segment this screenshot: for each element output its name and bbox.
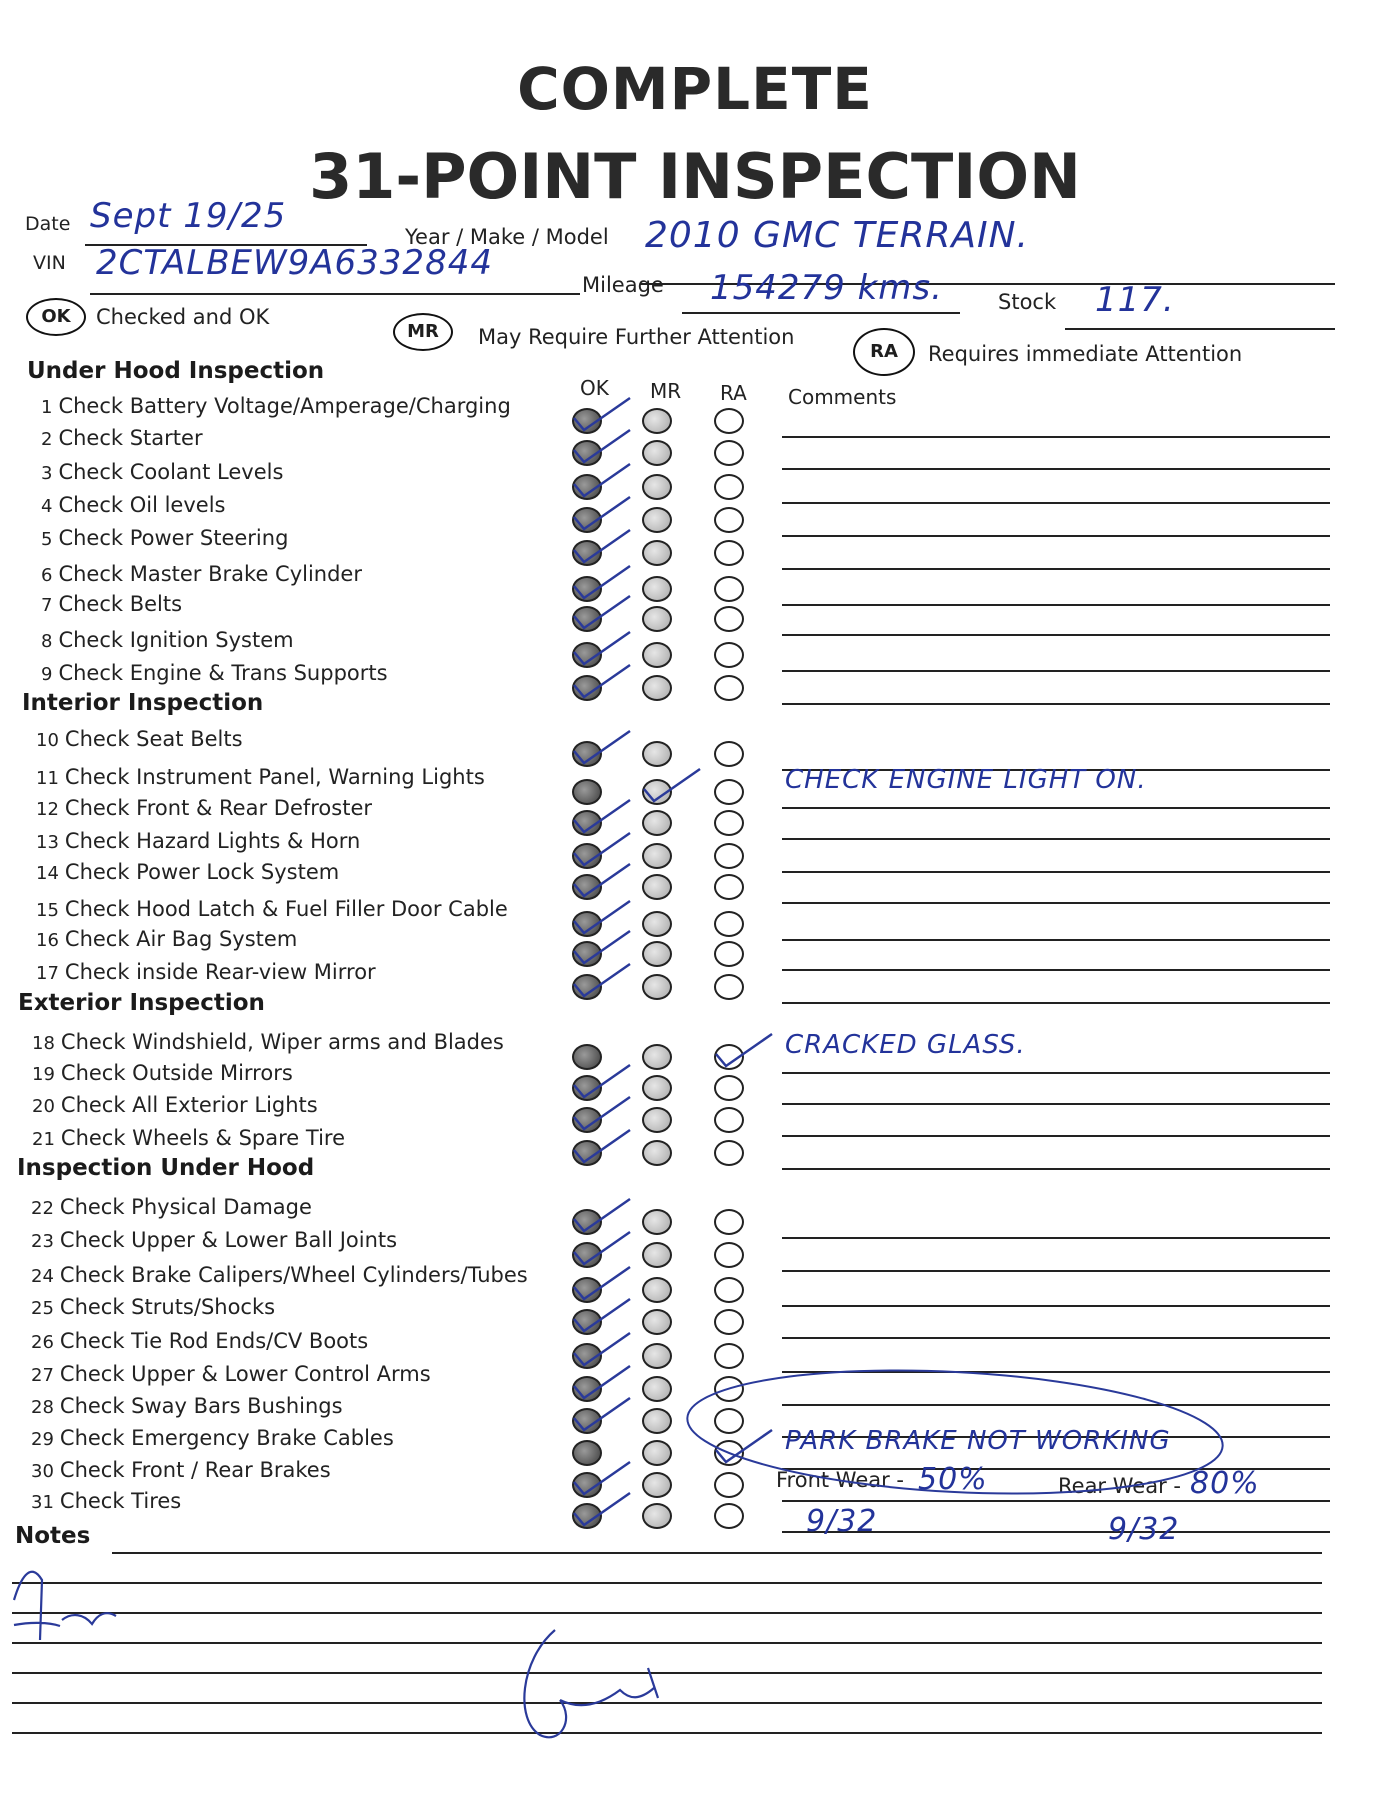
comment-line <box>782 1103 1330 1105</box>
comment-line <box>782 1135 1330 1137</box>
item-label: Check All Exterior Lights <box>60 1093 318 1117</box>
comment-line <box>782 634 1330 636</box>
bubble-ra[interactable] <box>714 440 744 466</box>
inspection-item <box>41 628 294 652</box>
inspection-item <box>36 927 297 951</box>
check-mark-icon <box>568 860 638 900</box>
bubble-ra[interactable] <box>714 741 744 767</box>
inspection-item <box>36 727 243 751</box>
legend-mr-text: May Require Further Attention <box>478 325 795 349</box>
bubble-mr[interactable] <box>642 1107 672 1133</box>
item-label: Check Tie Rod Ends/CV Boots <box>59 1329 369 1353</box>
item-number: 16 <box>36 930 59 951</box>
notes-line <box>12 1582 1322 1584</box>
check-mark-icon <box>710 1426 780 1466</box>
bubble-ra[interactable] <box>714 1343 744 1369</box>
item-label: Check inside Rear-view Mirror <box>64 960 376 984</box>
inspection-item <box>31 1295 275 1319</box>
item-label: Check Battery Voltage/Amperage/Charging <box>58 394 511 418</box>
bubble-ra[interactable] <box>714 1277 744 1303</box>
mileage-value[interactable]: 154279 kms. <box>710 268 943 308</box>
notes-label: Notes <box>15 1523 91 1549</box>
bubble-ra[interactable] <box>714 974 744 1000</box>
column-mr-header: MR <box>650 379 682 403</box>
mileage-underline <box>682 312 960 314</box>
inspection-item <box>36 960 376 984</box>
comment-line <box>782 871 1330 873</box>
check-mark-icon <box>568 1394 638 1434</box>
section-title: Exterior Inspection <box>18 990 265 1016</box>
bubble-ra[interactable] <box>714 507 744 533</box>
item-comment[interactable]: PARK BRAKE NOT WORKING <box>785 1426 1171 1456</box>
item-label: Check Oil levels <box>58 493 226 517</box>
ymm-label: Year / Make / Model <box>405 225 609 249</box>
bubble-ra[interactable] <box>714 941 744 967</box>
inspection-item <box>31 1329 368 1353</box>
notes-line <box>12 1732 1322 1734</box>
item-label: Check Upper & Lower Control Arms <box>59 1362 431 1386</box>
item-number: 27 <box>31 1365 54 1386</box>
item-comment[interactable]: CRACKED GLASS. <box>785 1030 1026 1060</box>
check-mark-icon <box>568 661 638 701</box>
notes-line <box>12 1702 1322 1704</box>
bubble-ra[interactable] <box>714 1140 744 1166</box>
item-label: Check Seat Belts <box>64 727 243 751</box>
inspection-item <box>31 1195 312 1219</box>
bubble-mr[interactable] <box>642 606 672 632</box>
item-comment[interactable]: CHECK ENGINE LIGHT ON. <box>785 765 1147 795</box>
item-label: Check Power Lock System <box>64 860 340 884</box>
comment-line <box>782 703 1330 705</box>
inspection-item <box>32 1093 318 1117</box>
item-number: 4 <box>41 496 53 517</box>
bubble-ra[interactable] <box>714 874 744 900</box>
item-label: Check Brake Calipers/Wheel Cylinders/Tubes <box>59 1263 528 1287</box>
item-number: 30 <box>31 1461 54 1482</box>
legend-ra-text: Requires immediate Attention <box>928 342 1243 366</box>
bubble-ra[interactable] <box>714 606 744 632</box>
bubble-ra[interactable] <box>714 576 744 602</box>
comment-line <box>782 1002 1330 1004</box>
inspection-item <box>31 1362 431 1386</box>
stock-value[interactable]: 117. <box>1095 280 1175 320</box>
item-label: Check Power Steering <box>58 526 289 550</box>
inspection-item <box>31 1426 394 1450</box>
bubble-mr[interactable] <box>642 675 672 701</box>
bubble-mr[interactable] <box>642 1140 672 1166</box>
form-title: COMPLETE <box>517 55 873 123</box>
inspection-item <box>32 1030 504 1054</box>
comment-line <box>782 1404 1330 1406</box>
inspection-item <box>36 897 508 921</box>
comment-line <box>782 568 1330 570</box>
legend-ok-badge: OK <box>26 298 86 336</box>
comment-line <box>782 969 1330 971</box>
bubble-ra[interactable] <box>714 810 744 836</box>
notes-line <box>12 1672 1322 1674</box>
item-label: Check Front / Rear Brakes <box>59 1458 331 1482</box>
item-number: 21 <box>32 1129 55 1150</box>
item-label: Check Emergency Brake Cables <box>59 1426 394 1450</box>
notes-line <box>112 1552 1322 1554</box>
inspection-item <box>41 460 283 484</box>
item-label: Check Windshield, Wiper arms and Blades <box>60 1030 504 1054</box>
column-ok-header: OK <box>580 376 609 400</box>
legend-ok-text: Checked and OK <box>96 305 270 329</box>
inspection-item <box>36 860 339 884</box>
bubble-mr[interactable] <box>642 1209 672 1235</box>
bubble-mr[interactable] <box>642 874 672 900</box>
item-number: 6 <box>41 565 53 586</box>
item-label: Check Master Brake Cylinder <box>58 562 362 586</box>
section-title: Under Hood Inspection <box>27 358 325 384</box>
comment-line <box>782 1072 1330 1074</box>
item-label: Check Engine & Trans Supports <box>58 661 388 685</box>
item-label: Check Front & Rear Defroster <box>64 796 373 820</box>
bubble-mr[interactable] <box>642 1472 672 1498</box>
bubble-mr[interactable] <box>642 507 672 533</box>
legend-ra-badge: RA <box>853 328 915 376</box>
check-mark-icon <box>568 1489 638 1529</box>
check-mark-icon <box>568 727 638 767</box>
comment-line <box>782 902 1330 904</box>
rear-wear-value[interactable]: 80% <box>1190 1466 1260 1501</box>
item-number: 9 <box>41 664 53 685</box>
signature-middle <box>524 1630 658 1737</box>
comment-line <box>782 468 1330 470</box>
item-number: 22 <box>31 1198 54 1219</box>
bubble-ra[interactable] <box>714 642 744 668</box>
comment-line <box>782 838 1330 840</box>
item-number: 31 <box>31 1492 54 1513</box>
bubble-ra[interactable] <box>714 540 744 566</box>
front-wear-value[interactable]: 50% <box>918 1462 988 1497</box>
bubble-mr[interactable] <box>642 474 672 500</box>
bubble-mr[interactable] <box>642 1277 672 1303</box>
inspection-item <box>31 1228 397 1252</box>
comment-line <box>782 1168 1330 1170</box>
comment-line <box>782 502 1330 504</box>
bubble-mr[interactable] <box>642 741 672 767</box>
bubble-mr[interactable] <box>642 911 672 937</box>
bubble-ra[interactable] <box>714 1376 744 1402</box>
bubble-mr[interactable] <box>642 1503 672 1529</box>
bubble-ra[interactable] <box>714 1309 744 1335</box>
stock-underline <box>1065 328 1335 330</box>
bubble-ra[interactable] <box>714 1472 744 1498</box>
legend-mr-badge: MR <box>393 313 453 351</box>
comment-line <box>782 1237 1330 1239</box>
bubble-mr[interactable] <box>642 1440 672 1466</box>
inspection-item <box>36 829 360 853</box>
item-number: 13 <box>36 832 59 853</box>
item-number: 3 <box>41 463 53 484</box>
item-number: 26 <box>31 1332 54 1353</box>
comment-line <box>782 1337 1330 1339</box>
bubble-mr[interactable] <box>642 1044 672 1070</box>
bubble-mr[interactable] <box>642 1075 672 1101</box>
bubble-mr[interactable] <box>642 843 672 869</box>
inspection-item <box>36 796 372 820</box>
bubble-mr[interactable] <box>642 810 672 836</box>
item-number: 10 <box>36 730 59 751</box>
inspection-item <box>31 1458 331 1482</box>
check-mark-icon <box>568 960 638 1000</box>
date-label: Date <box>25 213 71 235</box>
bubble-mr[interactable] <box>642 540 672 566</box>
check-mark-icon <box>710 1030 780 1070</box>
vin-label: VIN <box>33 252 66 274</box>
item-number: 1 <box>41 397 53 418</box>
item-label: Check Air Bag System <box>64 927 298 951</box>
notes-line <box>12 1642 1322 1644</box>
comment-line <box>782 1270 1330 1272</box>
bubble-ra[interactable] <box>714 1209 744 1235</box>
bubble-mr[interactable] <box>642 974 672 1000</box>
bubble-ra[interactable] <box>714 1107 744 1133</box>
item-number: 2 <box>41 429 53 450</box>
inspection-item <box>32 1061 293 1085</box>
item-number: 24 <box>31 1266 54 1287</box>
item-label: Check Wheels & Spare Tire <box>60 1126 346 1150</box>
bubble-mr[interactable] <box>642 1408 672 1434</box>
item-number: 7 <box>41 595 53 616</box>
comment-line <box>782 1371 1330 1373</box>
inspection-item <box>41 426 203 450</box>
bubble-mr[interactable] <box>642 1309 672 1335</box>
bubble-ra[interactable] <box>714 843 744 869</box>
inspection-item <box>41 592 182 616</box>
bubble-mr[interactable] <box>642 642 672 668</box>
check-mark-icon <box>568 526 638 566</box>
item-number: 20 <box>32 1096 55 1117</box>
inspection-item <box>31 1263 528 1287</box>
item-number: 19 <box>32 1064 55 1085</box>
inspection-item <box>31 1489 181 1513</box>
comment-line <box>782 939 1330 941</box>
item-number: 18 <box>32 1033 55 1054</box>
item-label: Check Physical Damage <box>59 1195 312 1219</box>
check-mark-icon <box>568 592 638 632</box>
bubble-ra[interactable] <box>714 408 744 434</box>
check-mark-icon <box>638 765 708 805</box>
item-number: 8 <box>41 631 53 652</box>
item-label: Check Coolant Levels <box>58 460 284 484</box>
bubble-mr[interactable] <box>642 576 672 602</box>
front-wear-reading[interactable]: 9/32 <box>806 1504 878 1539</box>
comment-line <box>782 1305 1330 1307</box>
item-label: Check Upper & Lower Ball Joints <box>59 1228 398 1252</box>
mileage-label: Mileage <box>582 273 664 297</box>
inspection-item <box>41 493 225 517</box>
item-number: 11 <box>36 768 59 789</box>
bubble-ra[interactable] <box>714 474 744 500</box>
bubble-ra[interactable] <box>714 1242 744 1268</box>
item-label: Check Instrument Panel, Warning Lights <box>64 765 485 789</box>
inspection-item <box>31 1394 343 1418</box>
bubble-mr[interactable] <box>642 1242 672 1268</box>
inspection-item <box>41 526 288 550</box>
rear-wear-label: Rear Wear - <box>1058 1474 1181 1498</box>
item-label: Check Hood Latch & Fuel Filler Door Cable <box>64 897 508 921</box>
item-number: 5 <box>41 529 53 550</box>
item-number: 15 <box>36 900 59 921</box>
bubble-ra[interactable] <box>714 675 744 701</box>
bubble-ra[interactable] <box>714 911 744 937</box>
item-label: Check Starter <box>58 426 203 450</box>
bubble-mr[interactable] <box>642 941 672 967</box>
comment-line <box>782 604 1330 606</box>
vin-underline <box>90 293 580 295</box>
check-mark-icon <box>568 1126 638 1166</box>
item-label: Check Sway Bars Bushings <box>59 1394 343 1418</box>
item-label: Check Tires <box>59 1489 182 1513</box>
notes-line <box>12 1612 1322 1614</box>
inspection-item <box>41 394 511 418</box>
section-title: Inspection Under Hood <box>17 1155 315 1181</box>
item-label: Check Outside Mirrors <box>60 1061 293 1085</box>
bubble-ra[interactable] <box>714 1075 744 1101</box>
item-label: Check Ignition System <box>58 628 294 652</box>
bubble-mr[interactable] <box>642 440 672 466</box>
stock-label: Stock <box>998 290 1057 314</box>
item-number: 12 <box>36 799 59 820</box>
item-number: 17 <box>36 963 59 984</box>
item-label: Check Belts <box>58 592 183 616</box>
item-number: 23 <box>31 1231 54 1252</box>
item-label: Check Struts/Shocks <box>59 1295 276 1319</box>
date-value[interactable]: Sept 19/25 <box>90 196 287 236</box>
ymm-value[interactable]: 2010 GMC TERRAIN. <box>645 215 1029 256</box>
bubble-mr[interactable] <box>642 408 672 434</box>
form-subtitle: 31-POINT INSPECTION <box>309 140 1081 213</box>
item-number: 25 <box>31 1298 54 1319</box>
item-number: 28 <box>31 1397 54 1418</box>
bubble-ra[interactable] <box>714 1503 744 1529</box>
comment-line <box>782 670 1330 672</box>
bubble-mr[interactable] <box>642 1343 672 1369</box>
check-mark-icon <box>568 1228 638 1268</box>
bubble-ra[interactable] <box>714 779 744 805</box>
section-title: Interior Inspection <box>22 690 264 716</box>
front-wear-label: Front Wear - <box>776 1468 904 1492</box>
inspection-item <box>41 562 362 586</box>
column-ra-header: RA <box>720 381 747 405</box>
inspection-item <box>41 661 388 685</box>
inspection-item <box>36 765 485 789</box>
item-number: 14 <box>36 863 59 884</box>
comment-line <box>782 535 1330 537</box>
column-comments-header: Comments <box>788 385 897 409</box>
bubble-mr[interactable] <box>642 1376 672 1402</box>
vin-value[interactable]: 2CTALBEW9A6332844 <box>96 243 493 283</box>
item-label: Check Hazard Lights & Horn <box>64 829 361 853</box>
comment-line <box>782 807 1330 809</box>
rear-wear-reading[interactable]: 9/32 <box>1108 1512 1180 1547</box>
inspection-item <box>32 1126 345 1150</box>
comment-line <box>782 436 1330 438</box>
item-number: 29 <box>31 1429 54 1450</box>
